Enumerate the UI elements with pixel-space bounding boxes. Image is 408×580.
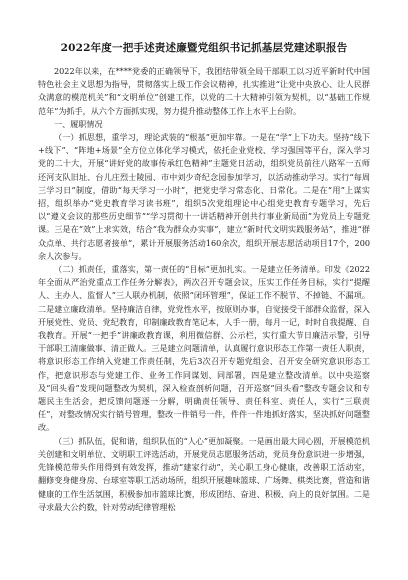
item-2-paragraph: （二）抓责任，重落实，第一责任的“目标”更加扎实。一是建立任务清单。印发《2022年全面从严治党重点工作任务分解表》，两次召开专题会议，压实工作任务目标，实行“提醒人、主办人、监督人”三人联办机制，依照“闭环管理”，保证工作不脱节、不掉链、不漏项。二是建立廉政清单。坚持廉洁自律，党党性水平，按原则办事，自觉接受干部群众监督，深入开展党性、党员、党纪教育，印制廉政教育笔记本，人手一册，每月一记，时时自我提醒、自我教育。开展“一把手”讲廉政教育课，利用微信群、公示栏，实行重大节日廉洁示警，引导干部职工清廉做事、清正做人。三是建立问题清单，认真履行意识形态工作第一责任人职责，将意识形态工作纳入党建工作责任制，先后3次召开专题党组会、召开安全研究意识形态工作，把意识形态与党建工作、业务工作同谋划、同部署，四是建立整改清单。以中央巡察及“回头看”发现问题整改为契机，深入检查剖析问题，召开巡察“回头看”整改专题会议和专题民主生活会，把反馈问题逐一分解，明确责任领导、责任科室、责任人，实行“三联责任”，对整改情况实行销号管理，整改一件销号一件，件件一件地抓好落实，坚决抓好问题整改。 [38, 264, 370, 433]
page-title: 2022年度一把手述责述廉暨党组织书记抓基层党建述职报告 [60, 42, 348, 54]
item-1-paragraph: （一）抓思想，重学习，理论武装的“根基”更加牢靠。一是在“学”上下功夫。坚持“线下+线下”、“阵地+场景”全方位立体化学习模式，依托企业党校、学习强国等平台，深入学习党的二十大，开展“讲好党的故事传承红色精神”主题党日活动，组织党员前往八路军一五师还河支队旧址、台儿庄烈士陵园、市中刘少奇纪念园参加学习，以活动推动学习。实行“每周三学习日”制度，借助“每天学习一小时”，把党史学习常态化、日常化。二是在“用”上谋实招，组织举办“党史教育学习读书班”，组织5次党组理论中心组党史教育专题学习，先后以“遵义会议的那些历史细节”“学习贯彻十一讲话精神开创共行事业新局面”为党员上专题党课。三是在“效”上求实效，结合“我为群众办实事”，建立“新时代文明实践服务站”，推进“群众点单、共行志愿者接单”，累计开展服务活动160余次，组织开展志愿活动项目17个，200余人次参与。 [38, 132, 370, 261]
item-3-paragraph: （三）抓队伍，促和谐，组织队伍的“人心”更加凝聚。一是画出最大同心圆，开展模范机关创建和文明单位、文明职工评选活动，开展党员志愿服务活动，党员身份意识进一步增强，先锋模范带头作用得到有效发挥，推动“建家行动”，关心职工身心健康，改善职工活动室，翻修变身健身房、台球室等职工活动场所，组织开展趣味篮球、广场舞、棋类比赛，营造和谐健康的工作生活氛围，积极参加市篮球比赛，形成团结、奋进、积极、向上的良好氛围。二是寻求最大公约数，针对劳动纪律管理松 [38, 435, 370, 512]
section-heading: 一、履职情况 [54, 118, 103, 129]
intro-paragraph: 2022年以来，在****党委的正确领导下，我团结带领全局干部职工以习近平新时代中国特色社会主义思想为指导，贯彻落实上级工作会议精神，扎实推进“让党中央放心、让人民群众满意的模范机关”和“文明单位”创建工作，以党的二十大精神引领为契机，以“基础工作规范年”为抓手，从六个方面抓实现，努力提升推动整体工作上水平上台阶。 [38, 66, 370, 116]
